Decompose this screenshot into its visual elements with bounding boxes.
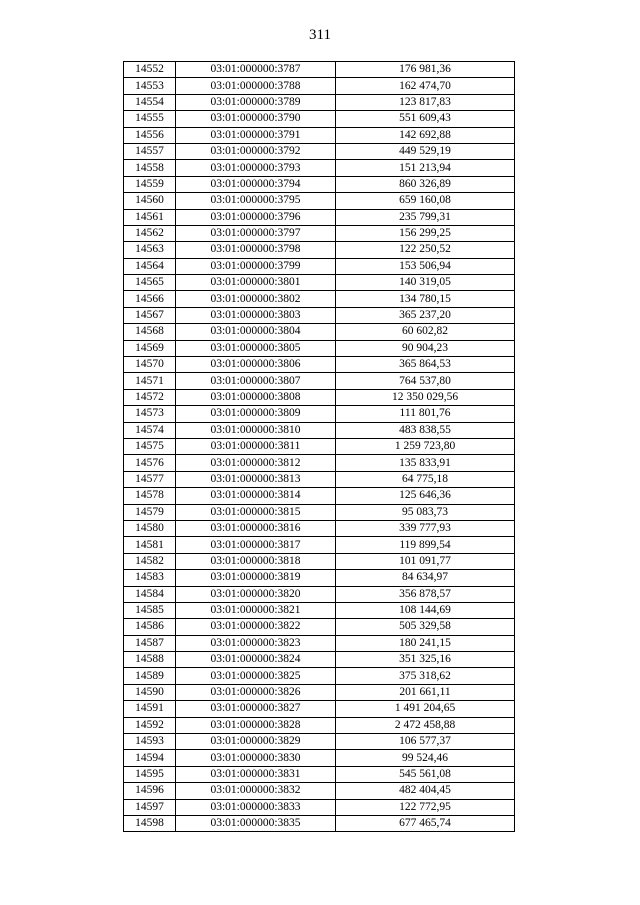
row-number-cell: 14585 [124, 602, 176, 618]
cadastral-number-cell: 03:01:000000:3803 [176, 307, 336, 323]
row-number-cell: 14567 [124, 307, 176, 323]
cadastral-number-cell: 03:01:000000:3802 [176, 291, 336, 307]
cadastral-value-cell: 1 259 723,80 [336, 438, 515, 454]
row-number-cell: 14590 [124, 684, 176, 700]
table-row [124, 734, 515, 750]
row-number-cell: 14559 [124, 176, 176, 192]
cadastral-number-cell: 03:01:000000:3817 [176, 537, 336, 553]
table-row [124, 78, 515, 94]
cadastral-value-cell: 140 319,05 [336, 275, 515, 291]
cadastral-value-cell: 201 661,11 [336, 684, 515, 700]
cadastral-value-cell: 449 529,19 [336, 143, 515, 159]
cadastral-number-cell: 03:01:000000:3796 [176, 209, 336, 225]
cadastral-number-cell: 03:01:000000:3797 [176, 225, 336, 241]
cadastral-value-cell: 142 692,88 [336, 127, 515, 143]
cadastral-number-cell: 03:01:000000:3821 [176, 602, 336, 618]
table-row [124, 766, 515, 782]
table-row [124, 455, 515, 471]
table-row [124, 275, 515, 291]
cadastral-number-cell: 03:01:000000:3789 [176, 94, 336, 110]
row-number-cell: 14597 [124, 799, 176, 815]
cadastral-number-cell: 03:01:000000:3790 [176, 111, 336, 127]
table-row [124, 668, 515, 684]
row-number-cell: 14583 [124, 570, 176, 586]
cadastral-number-cell: 03:01:000000:3805 [176, 340, 336, 356]
cadastral-value-cell: 483 838,55 [336, 422, 515, 438]
row-number-cell: 14582 [124, 553, 176, 569]
cadastral-value-cell: 125 646,36 [336, 488, 515, 504]
cadastral-number-cell: 03:01:000000:3801 [176, 275, 336, 291]
cadastral-value-cell: 111 801,76 [336, 406, 515, 422]
table-row [124, 127, 515, 143]
table-row [124, 553, 515, 569]
cadastral-value-cell: 64 775,18 [336, 471, 515, 487]
row-number-cell: 14586 [124, 619, 176, 635]
row-number-cell: 14584 [124, 586, 176, 602]
table-row [124, 373, 515, 389]
table-row [124, 209, 515, 225]
cadastral-number-cell: 03:01:000000:3814 [176, 488, 336, 504]
cadastral-number-cell: 03:01:000000:3818 [176, 553, 336, 569]
row-number-cell: 14596 [124, 783, 176, 799]
cadastral-value-cell: 545 561,08 [336, 766, 515, 782]
cadastral-number-cell: 03:01:000000:3788 [176, 78, 336, 94]
row-number-cell: 14563 [124, 242, 176, 258]
row-number-cell: 14573 [124, 406, 176, 422]
table-row [124, 422, 515, 438]
table-row [124, 389, 515, 405]
cadastral-number-cell: 03:01:000000:3831 [176, 766, 336, 782]
cadastral-value-cell: 156 299,25 [336, 225, 515, 241]
table-row [124, 717, 515, 733]
table-row [124, 684, 515, 700]
table-row [124, 225, 515, 241]
row-number-cell: 14575 [124, 438, 176, 454]
cadastral-number-cell: 03:01:000000:3791 [176, 127, 336, 143]
cadastral-value-cell: 99 524,46 [336, 750, 515, 766]
cadastral-value-cell: 235 799,31 [336, 209, 515, 225]
row-number-cell: 14576 [124, 455, 176, 471]
table-row [124, 438, 515, 454]
cadastral-value-cell: 180 241,15 [336, 635, 515, 651]
row-number-cell: 14569 [124, 340, 176, 356]
cadastral-value-cell: 351 325,16 [336, 652, 515, 668]
cadastral-value-cell: 119 899,54 [336, 537, 515, 553]
cadastral-value-cell: 764 537,80 [336, 373, 515, 389]
cadastral-value-cell: 356 878,57 [336, 586, 515, 602]
cadastral-value-cell: 12 350 029,56 [336, 389, 515, 405]
cadastral-number-cell: 03:01:000000:3832 [176, 783, 336, 799]
cadastral-number-cell: 03:01:000000:3823 [176, 635, 336, 651]
table-row [124, 520, 515, 536]
table-row [124, 799, 515, 815]
cadastral-number-cell: 03:01:000000:3804 [176, 324, 336, 340]
cadastral-number-cell: 03:01:000000:3833 [176, 799, 336, 815]
table-row [124, 783, 515, 799]
page-number: 311 [309, 27, 331, 43]
table-row [124, 586, 515, 602]
table-row [124, 193, 515, 209]
row-number-cell: 14556 [124, 127, 176, 143]
table-row [124, 357, 515, 373]
table-body [124, 62, 515, 832]
table-row [124, 701, 515, 717]
row-number-cell: 14565 [124, 275, 176, 291]
cadastral-value-cell: 1 491 204,65 [336, 701, 515, 717]
table-row [124, 324, 515, 340]
row-number-cell: 14566 [124, 291, 176, 307]
row-number-cell: 14553 [124, 78, 176, 94]
row-number-cell: 14579 [124, 504, 176, 520]
cadastral-number-cell: 03:01:000000:3787 [176, 62, 336, 78]
table-row [124, 570, 515, 586]
cadastral-number-cell: 03:01:000000:3798 [176, 242, 336, 258]
table-row [124, 160, 515, 176]
row-number-cell: 14572 [124, 389, 176, 405]
cadastral-number-cell: 03:01:000000:3830 [176, 750, 336, 766]
table-row [124, 307, 515, 323]
cadastral-number-cell: 03:01:000000:3824 [176, 652, 336, 668]
cadastral-number-cell: 03:01:000000:3819 [176, 570, 336, 586]
cadastral-number-cell: 03:01:000000:3811 [176, 438, 336, 454]
cadastral-number-cell: 03:01:000000:3807 [176, 373, 336, 389]
table-row [124, 537, 515, 553]
cadastral-value-cell: 108 144,69 [336, 602, 515, 618]
cadastral-number-cell: 03:01:000000:3822 [176, 619, 336, 635]
table-row [124, 143, 515, 159]
cadastral-number-cell: 03:01:000000:3793 [176, 160, 336, 176]
cadastral-value-cell: 122 250,52 [336, 242, 515, 258]
cadastral-value-cell: 860 326,89 [336, 176, 515, 192]
row-number-cell: 14581 [124, 537, 176, 553]
row-number-cell: 14554 [124, 94, 176, 110]
cadastral-value-cell: 90 904,23 [336, 340, 515, 356]
cadastral-number-cell: 03:01:000000:3816 [176, 520, 336, 536]
row-number-cell: 14555 [124, 111, 176, 127]
table-row [124, 406, 515, 422]
cadastral-number-cell: 03:01:000000:3813 [176, 471, 336, 487]
row-number-cell: 14560 [124, 193, 176, 209]
cadastral-value-cell: 659 160,08 [336, 193, 515, 209]
row-number-cell: 14552 [124, 62, 176, 78]
table-row [124, 111, 515, 127]
cadastral-value-cell: 60 602,82 [336, 324, 515, 340]
cadastral-value-cell: 375 318,62 [336, 668, 515, 684]
table-row [124, 242, 515, 258]
row-number-cell: 14587 [124, 635, 176, 651]
cadastral-number-cell: 03:01:000000:3812 [176, 455, 336, 471]
cadastral-value-cell: 162 474,70 [336, 78, 515, 94]
cadastral-number-cell: 03:01:000000:3835 [176, 815, 336, 831]
cadastral-number-cell: 03:01:000000:3809 [176, 406, 336, 422]
cadastral-number-cell: 03:01:000000:3795 [176, 193, 336, 209]
cadastral-value-cell: 95 083,73 [336, 504, 515, 520]
cadastral-value-cell: 135 833,91 [336, 455, 515, 471]
table-row [124, 176, 515, 192]
row-number-cell: 14568 [124, 324, 176, 340]
cadastral-number-cell: 03:01:000000:3829 [176, 734, 336, 750]
row-number-cell: 14578 [124, 488, 176, 504]
cadastral-number-cell: 03:01:000000:3826 [176, 684, 336, 700]
table-row [124, 652, 515, 668]
cadastral-value-table [123, 61, 515, 832]
table-row [124, 488, 515, 504]
cadastral-number-cell: 03:01:000000:3799 [176, 258, 336, 274]
cadastral-number-cell: 03:01:000000:3808 [176, 389, 336, 405]
cadastral-number-cell: 03:01:000000:3820 [176, 586, 336, 602]
cadastral-value-cell: 84 634,97 [336, 570, 515, 586]
cadastral-value-cell: 134 780,15 [336, 291, 515, 307]
table-row [124, 62, 515, 78]
cadastral-number-cell: 03:01:000000:3792 [176, 143, 336, 159]
table-row [124, 750, 515, 766]
cadastral-number-cell: 03:01:000000:3827 [176, 701, 336, 717]
cadastral-number-cell: 03:01:000000:3828 [176, 717, 336, 733]
row-number-cell: 14588 [124, 652, 176, 668]
row-number-cell: 14591 [124, 701, 176, 717]
row-number-cell: 14594 [124, 750, 176, 766]
row-number-cell: 14589 [124, 668, 176, 684]
row-number-cell: 14593 [124, 734, 176, 750]
cadastral-value-cell: 2 472 458,88 [336, 717, 515, 733]
cadastral-value-cell: 106 577,37 [336, 734, 515, 750]
table-row [124, 619, 515, 635]
table-row [124, 471, 515, 487]
cadastral-value-cell: 339 777,93 [336, 520, 515, 536]
row-number-cell: 14558 [124, 160, 176, 176]
row-number-cell: 14580 [124, 520, 176, 536]
cadastral-number-cell: 03:01:000000:3794 [176, 176, 336, 192]
cadastral-value-cell: 551 609,43 [336, 111, 515, 127]
row-number-cell: 14577 [124, 471, 176, 487]
cadastral-value-cell: 123 817,83 [336, 94, 515, 110]
table-row [124, 94, 515, 110]
cadastral-value-cell: 101 091,77 [336, 553, 515, 569]
table-row [124, 602, 515, 618]
table-row [124, 340, 515, 356]
table-row [124, 815, 515, 831]
cadastral-value-cell: 151 213,94 [336, 160, 515, 176]
cadastral-value-cell: 153 506,94 [336, 258, 515, 274]
row-number-cell: 14562 [124, 225, 176, 241]
cadastral-number-cell: 03:01:000000:3825 [176, 668, 336, 684]
cadastral-value-cell: 365 237,20 [336, 307, 515, 323]
row-number-cell: 14564 [124, 258, 176, 274]
row-number-cell: 14574 [124, 422, 176, 438]
cadastral-value-cell: 505 329,58 [336, 619, 515, 635]
cadastral-value-cell: 176 981,36 [336, 62, 515, 78]
cadastral-value-cell: 677 465,74 [336, 815, 515, 831]
table-row [124, 504, 515, 520]
row-number-cell: 14557 [124, 143, 176, 159]
cadastral-number-cell: 03:01:000000:3810 [176, 422, 336, 438]
cadastral-value-cell: 122 772,95 [336, 799, 515, 815]
table-row [124, 291, 515, 307]
row-number-cell: 14598 [124, 815, 176, 831]
cadastral-number-cell: 03:01:000000:3815 [176, 504, 336, 520]
cadastral-number-cell: 03:01:000000:3806 [176, 357, 336, 373]
row-number-cell: 14595 [124, 766, 176, 782]
row-number-cell: 14592 [124, 717, 176, 733]
table-row [124, 635, 515, 651]
cadastral-value-cell: 482 404,45 [336, 783, 515, 799]
table-row [124, 258, 515, 274]
row-number-cell: 14570 [124, 357, 176, 373]
row-number-cell: 14561 [124, 209, 176, 225]
cadastral-value-cell: 365 864,53 [336, 357, 515, 373]
row-number-cell: 14571 [124, 373, 176, 389]
